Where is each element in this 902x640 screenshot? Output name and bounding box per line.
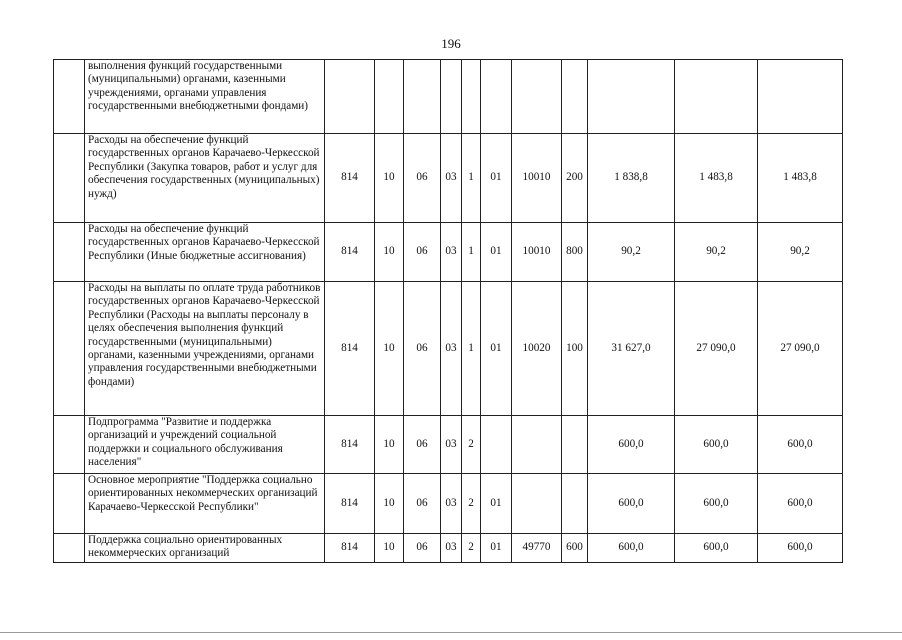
cell-blank: [54, 223, 85, 282]
cell-vr: 800: [562, 223, 588, 282]
cell-pr: 06: [404, 534, 441, 563]
cell-y1: 90,2: [588, 223, 675, 282]
cell-y3: 90,2: [758, 223, 843, 282]
cell-vr: [562, 416, 588, 474]
table-row: [54, 223, 843, 282]
cell-pr: 06: [404, 282, 441, 416]
page-bottom-edge: [0, 632, 902, 633]
table-row: [54, 474, 843, 534]
cell-cs4: 10020: [512, 282, 562, 416]
cell-cs4: 10010: [512, 223, 562, 282]
table-row: [54, 134, 843, 223]
cell-cs3: [481, 416, 512, 474]
cell-desc: Поддержка социально ориентированных некоммерческих организаций: [85, 534, 325, 563]
cell-cs2: 2: [462, 474, 481, 534]
cell-cs1: 03: [441, 534, 462, 563]
cell-cs3: [481, 60, 512, 134]
cell-cs3: 01: [481, 282, 512, 416]
cell-blank: [54, 534, 85, 563]
cell-desc: выполнения функций государственными (муниципальными) органами, казенными учреждениями, органами управления государственными внебюджетными фондами): [85, 60, 325, 134]
cell-desc: Расходы на обеспечение функций государственных органов Карачаево-Черкесской Республики (Закупка товаров, работ и услуг для обеспечения государственных (муниципальных) нужд): [85, 134, 325, 223]
cell-cs1: 03: [441, 416, 462, 474]
cell-cs1: 03: [441, 134, 462, 223]
cell-y2: [675, 60, 758, 134]
cell-blank: [54, 282, 85, 416]
cell-rz: 10: [375, 282, 404, 416]
cell-vr: 100: [562, 282, 588, 416]
cell-y3: [758, 60, 843, 134]
cell-cs3: 01: [481, 534, 512, 563]
cell-y3: 600,0: [758, 474, 843, 534]
cell-y2: 600,0: [675, 474, 758, 534]
cell-blank: [54, 416, 85, 474]
cell-cs4: [512, 416, 562, 474]
cell-vr: 200: [562, 134, 588, 223]
cell-cs4: 49770: [512, 534, 562, 563]
cell-rz: 10: [375, 223, 404, 282]
cell-pr: 06: [404, 474, 441, 534]
cell-y1: 31 627,0: [588, 282, 675, 416]
cell-cs4: [512, 60, 562, 134]
cell-y1: 600,0: [588, 416, 675, 474]
page-number: 196: [441, 36, 461, 51]
cell-ved: 814: [325, 223, 375, 282]
cell-cs1: 03: [441, 282, 462, 416]
cell-rz: 10: [375, 474, 404, 534]
cell-cs2: 1: [462, 134, 481, 223]
cell-y1: 600,0: [588, 474, 675, 534]
cell-y1: [588, 60, 675, 134]
cell-pr: 06: [404, 416, 441, 474]
cell-y1: 1 838,8: [588, 134, 675, 223]
cell-ved: 814: [325, 534, 375, 563]
cell-y2: 90,2: [675, 223, 758, 282]
table-row: [54, 282, 843, 416]
cell-ved: 814: [325, 282, 375, 416]
cell-ved: [325, 60, 375, 134]
cell-desc: Расходы на обеспечение функций государственных органов Карачаево-Черкесской Республики (Иные бюджетные ассигнования): [85, 223, 325, 282]
cell-y3: 1 483,8: [758, 134, 843, 223]
cell-cs1: [441, 60, 462, 134]
cell-cs1: 03: [441, 474, 462, 534]
cell-blank: [54, 60, 85, 134]
table-row: [54, 60, 843, 134]
table-row: [54, 416, 843, 474]
cell-cs2: 1: [462, 282, 481, 416]
cell-rz: 10: [375, 134, 404, 223]
budget-table: [53, 59, 843, 563]
cell-rz: 10: [375, 416, 404, 474]
cell-cs3: 01: [481, 134, 512, 223]
cell-y2: 1 483,8: [675, 134, 758, 223]
cell-cs2: [462, 60, 481, 134]
cell-y2: 600,0: [675, 416, 758, 474]
cell-ved: 814: [325, 134, 375, 223]
cell-desc: Подпрограмма "Развитие и поддержка организаций и учреждений социальной поддержки и социального обслуживания населения": [85, 416, 325, 474]
cell-blank: [54, 474, 85, 534]
cell-y1: 600,0: [588, 534, 675, 563]
cell-cs4: [512, 474, 562, 534]
cell-rz: [375, 60, 404, 134]
cell-y3: 600,0: [758, 416, 843, 474]
cell-cs2: 1: [462, 223, 481, 282]
cell-cs3: 01: [481, 223, 512, 282]
cell-vr: [562, 60, 588, 134]
cell-cs2: 2: [462, 416, 481, 474]
cell-y2: 27 090,0: [675, 282, 758, 416]
cell-cs2: 2: [462, 534, 481, 563]
cell-y3: 600,0: [758, 534, 843, 563]
cell-ved: 814: [325, 416, 375, 474]
cell-vr: 600: [562, 534, 588, 563]
cell-blank: [54, 134, 85, 223]
cell-y2: 600,0: [675, 534, 758, 563]
cell-rz: 10: [375, 534, 404, 563]
table-row: [54, 534, 843, 563]
cell-cs4: 10010: [512, 134, 562, 223]
cell-vr: [562, 474, 588, 534]
cell-cs3: 01: [481, 474, 512, 534]
cell-y3: 27 090,0: [758, 282, 843, 416]
cell-cs1: 03: [441, 223, 462, 282]
cell-pr: [404, 60, 441, 134]
cell-desc: Основное мероприятие "Поддержка социально ориентированных некоммерческих организаций Карачаево-Черкесской Республики": [85, 474, 325, 534]
cell-pr: 06: [404, 134, 441, 223]
cell-pr: 06: [404, 223, 441, 282]
cell-ved: 814: [325, 474, 375, 534]
cell-desc: Расходы на выплаты по оплате труда работников государственных органов Карачаево-Черкесской Республики (Расходы на выплаты персоналу в целях обеспечения выполнения функций государственными (муниципальными) органами, казенными учреждениями, органами управления государственными внебюджетными фондами): [85, 282, 325, 416]
